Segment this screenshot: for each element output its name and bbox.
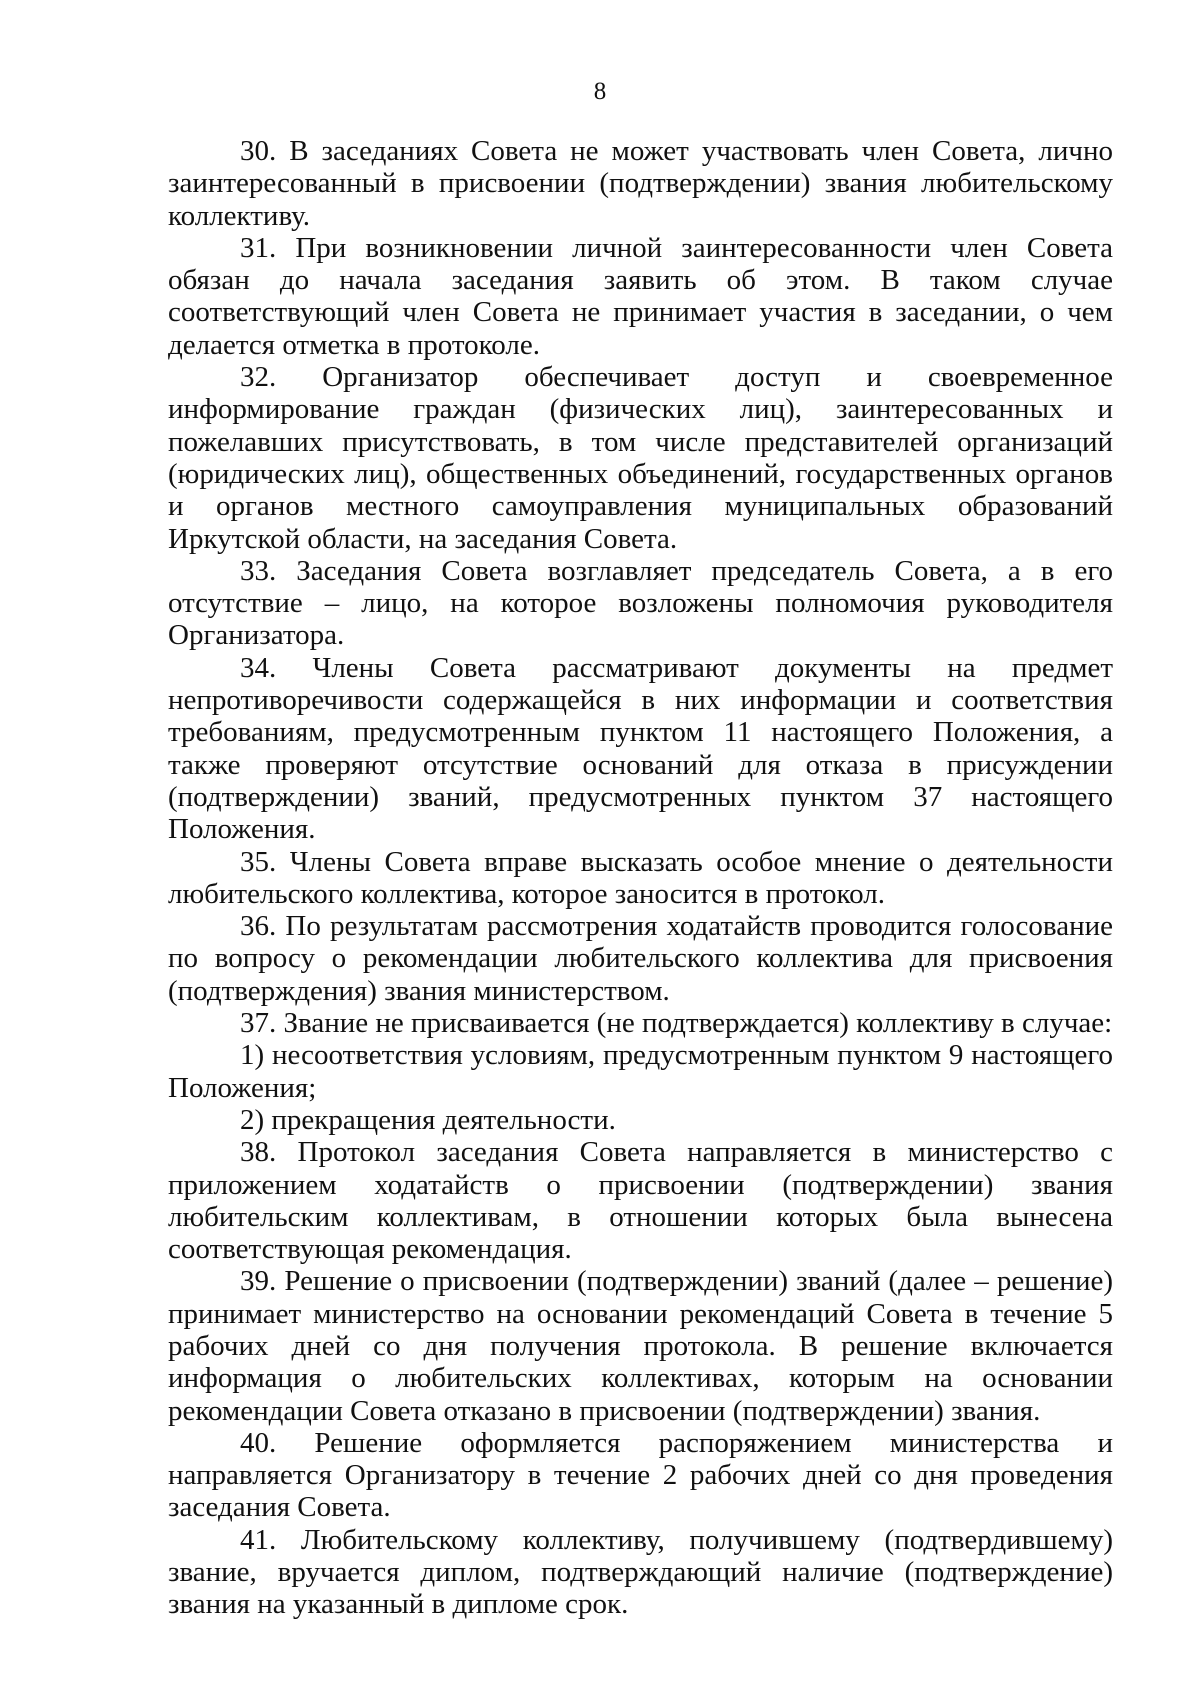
paragraph-41: 41. Любительскому коллективу, получившему (подтвердившему) звание, вручается диплом, подтверждающий наличие (подтверждение) звания на указанный в дипломе срок. xyxy=(168,1523,1113,1621)
document-body xyxy=(168,135,1113,1621)
paragraph-30: 30. В заседаниях Совета не может участвовать член Совета, лично заинтересованный в присвоении (подтверждении) звания любительскому коллективу. xyxy=(168,135,1113,232)
paragraph-33: 33. Заседания Совета возглавляет председатель Совета, а в его отсутствие – лицо, на которое возложены полномочия руководителя Организатора. xyxy=(168,554,1113,652)
paragraph-37-item-1: 1) несоответствия условиям, предусмотренным пунктом 9 настоящего Положения; xyxy=(168,1039,1113,1104)
paragraph-35: 35. Члены Совета вправе высказать особое мнение о деятельности любительского коллектива, которое заносится в протокол. xyxy=(168,845,1113,910)
paragraph-37-item-2: 2) прекращения деятельности. xyxy=(240,1103,616,1136)
paragraph-38: 38. Протокол заседания Совета направляется в министерство с приложением ходатайств о присвоении (подтверждении) звания любительским коллективам, в отношении которых была вынесена соответствующая рекомендация. xyxy=(168,1136,1113,1266)
paragraph-31: 31. При возникновении личной заинтересованности член Совета обязан до начала заседания заявить об этом. В таком случае соответствующий член Совета не принимает участия в заседании, о чем делается отметка в протоколе. xyxy=(168,231,1113,361)
page-number: 8 xyxy=(593,78,607,105)
paragraph-34: 34. Члены Совета рассматривают документы на предмет непротиворечивости содержащейся в них информации и соответствия требованиям, предусмотренным пунктом 11 настоящего Положения, а также проверяют отсутствие оснований для отказа в присуждении (подтверждении) званий, предусмотренных пунктом 37 настоящего Положения. xyxy=(168,651,1113,846)
paragraph-40: 40. Решение оформляется распоряжением министерства и направляется Организатору в течение 2 рабочих дней со дня проведения заседания Совета. xyxy=(168,1426,1113,1524)
paragraph-39: 39. Решение о присвоении (подтверждении) званий (далее – решение) принимает министерство на основании рекомендаций Совета в течение 5 рабочих дней со дня получения протокола. В решение включается информация о любительских коллективах, которым на основании рекомендации Совета отказано в присвоении (подтверждении) звания. xyxy=(168,1265,1113,1427)
paragraph-37: 37. Звание не присваивается (не подтверждается) коллективу в случае: xyxy=(240,1007,1113,1040)
paragraph-36: 36. По результатам рассмотрения ходатайств проводится голосование по вопросу о рекомендации любительского коллектива для присвоения (подтверждения) звания министерством. xyxy=(168,910,1113,1007)
paragraph-32: 32. Организатор обеспечивает доступ и своевременное информирование граждан (физических лиц), заинтересованных и пожелавших присутствовать, в том числе представителей организаций (юридических лиц), общественных объединений, государственных органов и органов местного самоуправления муниципальных образований Иркутской области, на заседания Совета. xyxy=(168,361,1113,555)
